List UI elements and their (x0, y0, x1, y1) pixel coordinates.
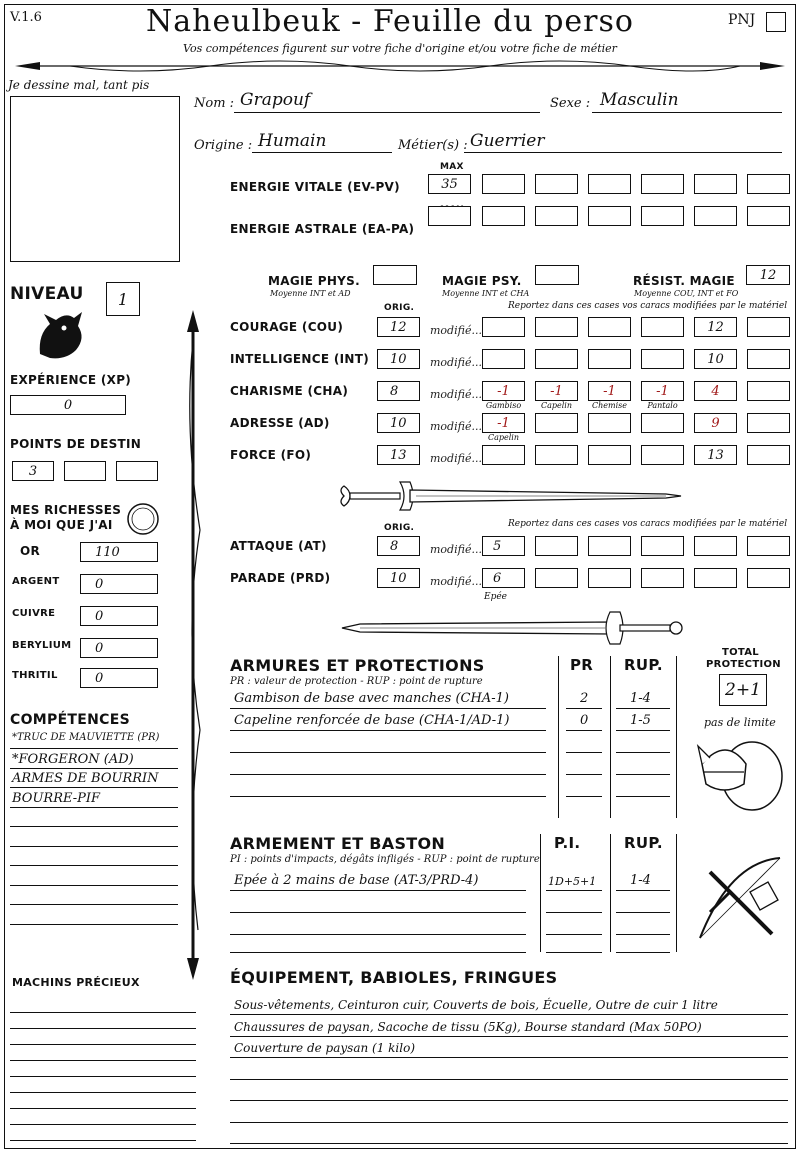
carac-mod-cell[interactable] (588, 413, 631, 433)
carac-mod-cell[interactable]: 13 (694, 445, 737, 465)
competences-label: COMPÉTENCES (10, 712, 130, 728)
ev-cell-7[interactable] (747, 174, 790, 194)
armure-rup-line (616, 774, 670, 775)
page-subtitle: Vos compétences figurent sur votre fiche d'origine et/ou votre fiche de métier (183, 42, 617, 55)
carac-label: ADRESSE (AD) (230, 416, 330, 430)
ev-cell-2[interactable] (482, 174, 525, 194)
resist-magie-label: RÉSIST. MAGIE (633, 274, 735, 288)
arme-name[interactable]: Epée à 2 mains de base (AT-3/PRD-4) (234, 873, 479, 888)
armures-divider-1 (558, 656, 559, 818)
pnj-label: PNJ (728, 12, 756, 28)
competence-item[interactable]: *TRUC DE MAUVIETTE (PR) (12, 732, 160, 743)
ev-cell-6[interactable] (694, 174, 737, 194)
sword-2-icon (340, 608, 690, 648)
richesse-label: OR (20, 544, 41, 558)
portrait-box[interactable] (10, 96, 180, 262)
combat-label: ATTAQUE (AT) (230, 539, 327, 553)
armement-divider-2 (610, 834, 611, 952)
richesse-label: BERYLIUM (12, 640, 72, 651)
nom-value[interactable]: Grapouf (240, 90, 311, 110)
machin-line (10, 1044, 196, 1045)
total-protection-box[interactable]: 2+1 (719, 674, 767, 706)
ev-cell-5[interactable] (641, 174, 684, 194)
xp-box[interactable]: 0 (10, 395, 126, 415)
carac-mod-cell[interactable] (747, 349, 790, 369)
ev-max-label: MAX (440, 162, 464, 172)
richesse-label: CUIVRE (12, 608, 56, 619)
carac-orig[interactable]: 13 (377, 445, 420, 465)
arme-pi-line (546, 912, 602, 913)
armure-pr-line (566, 796, 602, 797)
arme-rup-line (616, 952, 670, 953)
carac-mod-cell[interactable] (588, 349, 631, 369)
carac-orig[interactable]: 10 (377, 413, 420, 433)
carac-mod-cell[interactable]: 10 (694, 349, 737, 369)
metier-label: Métier(s) : (398, 138, 468, 153)
destin-label: POINTS DE DESTIN (10, 437, 142, 451)
destin-box-2[interactable] (64, 461, 106, 481)
limit-note: pas de limite (704, 716, 776, 729)
xp-label: EXPÉRIENCE (XP) (10, 373, 132, 387)
carac-modifie: modifié... (430, 356, 482, 369)
combat-modifie: modifié... (430, 543, 482, 556)
resist-magie-box[interactable]: 12 (746, 265, 790, 285)
competence-line (10, 865, 178, 866)
machin-line (10, 1028, 196, 1029)
combat-mod-cell[interactable] (535, 568, 578, 588)
sexe-label: Sexe : (550, 96, 591, 111)
total-protection-label-2: PROTECTION (706, 659, 781, 670)
richesse-value[interactable]: 0 (80, 606, 158, 626)
magie-phys-note: Moyenne INT et AD (270, 289, 351, 298)
arme-pi-line (546, 890, 602, 891)
combat-mod-cell[interactable] (694, 536, 737, 556)
combat-mod-cell[interactable] (747, 568, 790, 588)
equipement-line (230, 1014, 788, 1015)
armure-pr-line (566, 730, 602, 731)
sexe-line (592, 112, 782, 113)
origine-value[interactable]: Humain (258, 131, 327, 151)
niveau-label: NIVEAU (10, 284, 84, 304)
armures-col-pr: PR (570, 656, 594, 674)
richesse-label: THRITIL (12, 670, 58, 681)
sexe-value[interactable]: Masculin (600, 90, 679, 110)
carac-mod-cell[interactable] (535, 445, 578, 465)
sword-icon (336, 476, 686, 516)
niveau-box[interactable]: 1 (106, 282, 140, 316)
total-protection-label-1: TOTAL (722, 647, 759, 658)
carac-mod-source: Pantalo (647, 401, 678, 410)
carac-mod-cell[interactable] (535, 413, 578, 433)
destin-box-1[interactable]: 3 (12, 461, 54, 481)
combat-mod-cell[interactable] (641, 536, 684, 556)
carac-label: COURAGE (COU) (230, 320, 344, 334)
competence-line (10, 768, 178, 769)
combat-mod-cell[interactable]: 6 (482, 568, 525, 588)
armures-divider-3 (676, 656, 677, 818)
armement-title: ARMEMENT ET BASTON (230, 834, 446, 853)
machin-line (10, 1108, 196, 1109)
richesses-label-1: MES RICHESSES (10, 503, 122, 517)
carac-orig[interactable]: 10 (377, 349, 420, 369)
carac-mod-cell[interactable] (588, 317, 631, 337)
armement-divider-1 (540, 834, 541, 952)
metier-line (464, 152, 782, 153)
armure-rup-line (616, 796, 670, 797)
carac-mod-cell[interactable]: 9 (694, 413, 737, 433)
magie-phys-box[interactable] (373, 265, 417, 285)
carac-modifie: modifié... (430, 324, 482, 337)
carac-modifie: modifié... (430, 452, 482, 465)
carac-mod-cell[interactable]: 12 (694, 317, 737, 337)
richesse-value[interactable]: 0 (80, 638, 158, 658)
armure-line (230, 752, 546, 753)
magie-psy-label: MAGIE PSY. (442, 274, 522, 288)
carac-label: FORCE (FO) (230, 448, 312, 462)
carac-mod-source: Capelin (540, 401, 572, 410)
carac-orig[interactable]: 8 (377, 381, 420, 401)
carac-mod-cell[interactable]: 4 (694, 381, 737, 401)
machin-line (10, 1140, 196, 1141)
equipement-item[interactable]: Sous-vêtements, Ceinturon cuir, Couverts de bois, Écuelle, Outre de cuir 1 litre (234, 998, 718, 1012)
armure-pr-line (566, 708, 602, 709)
equipement-line (230, 1143, 788, 1144)
carac-modifie: modifié... (430, 388, 482, 401)
carac-mod-cell[interactable] (482, 317, 525, 337)
armure-rup[interactable]: 1-5 (630, 713, 651, 728)
portrait-caption: Je dessine mal, tant pis (8, 78, 150, 92)
combat-label: PARADE (PRD) (230, 571, 331, 585)
arme-line (230, 952, 526, 953)
carac-mod-source: Capelin (487, 433, 519, 442)
combat-mod-cell[interactable] (588, 536, 631, 556)
ev-cell-3[interactable] (535, 174, 578, 194)
magie-psy-note: Moyenne INT et CHA (442, 289, 530, 298)
destin-box-3[interactable] (116, 461, 158, 481)
arme-line (230, 912, 526, 913)
carac-mod-cell[interactable] (482, 445, 525, 465)
carac-mod-cell[interactable] (535, 349, 578, 369)
competence-item[interactable]: BOURRE-PIF (12, 790, 101, 806)
arme-pi-line (546, 952, 602, 953)
carac-mod-cell[interactable]: -1 (641, 381, 684, 401)
nom-label: Nom : (194, 96, 235, 111)
competence-line (10, 748, 178, 749)
carac-mod-cell[interactable] (641, 413, 684, 433)
armure-name[interactable]: Capeline renforcée de base (CHA-1/AD-1) (234, 713, 510, 728)
competence-line (10, 787, 178, 788)
metier-value[interactable]: Guerrier (470, 131, 545, 151)
caracs-note: Reportez dans ces cases vos caracs modifiées par le matériel (508, 301, 788, 311)
machin-line (10, 1076, 196, 1077)
arme-pi[interactable]: 1D+5+1 (548, 875, 597, 888)
carac-label: CHARISME (CHA) (230, 384, 349, 398)
richesse-label: ARGENT (12, 576, 60, 587)
richesse-value[interactable]: 0 (80, 574, 158, 594)
header-ornament (10, 56, 790, 76)
armure-rup-line (616, 708, 670, 709)
carac-mod-cell[interactable] (641, 445, 684, 465)
machin-line (10, 1012, 196, 1013)
version: V.1.6 (10, 10, 42, 25)
competence-line (10, 924, 178, 925)
combat-mod-cell[interactable] (588, 568, 631, 588)
competence-line (10, 846, 178, 847)
armures-title: ARMURES ET PROTECTIONS (230, 656, 485, 675)
ev-cell-1[interactable]: 35 (428, 174, 471, 194)
carac-mod-cell[interactable] (747, 381, 790, 401)
coin-icon (126, 502, 160, 536)
carac-mod-source: Gambiso (485, 401, 522, 410)
ea-cell-2[interactable] (482, 206, 525, 226)
carac-mod-cell[interactable] (482, 349, 525, 369)
caracs-orig-label: ORIG. (384, 303, 415, 313)
ea-cell-1[interactable] (428, 206, 471, 226)
carac-mod-cell[interactable] (641, 317, 684, 337)
armure-pr-line (566, 752, 602, 753)
combat-orig[interactable]: 8 (377, 536, 420, 556)
combat-orig-label: ORIG. (384, 523, 415, 533)
equipement-item[interactable]: Couverture de paysan (1 kilo) (234, 1041, 416, 1055)
equipement-line (230, 1122, 788, 1123)
richesse-value[interactable]: 0 (80, 668, 158, 688)
arme-rup-line (616, 890, 670, 891)
combat-mod-cell[interactable] (535, 536, 578, 556)
spear-icon (180, 310, 206, 980)
ea-cell-7[interactable] (747, 206, 790, 226)
ea-label: ENERGIE ASTRALE (EA-PA) (230, 222, 415, 236)
equipement-item[interactable]: Chaussures de paysan, Sacoche de tissu (5Kg), Bourse standard (Max 50PO) (234, 1019, 702, 1034)
origine-label: Origine : (194, 138, 253, 153)
armure-rup-line (616, 730, 670, 731)
page-title: Naheulbeuk - Feuille du perso (146, 4, 634, 39)
combat-mod-cell[interactable] (641, 568, 684, 588)
resist-magie-note: Moyenne COU, INT et FO (634, 289, 739, 298)
ev-label: ENERGIE VITALE (EV-PV) (230, 180, 400, 194)
armement-col-pi: P.I. (554, 834, 581, 852)
combat-mod-cell[interactable] (694, 568, 737, 588)
armure-line (230, 708, 546, 709)
ea-cell-3[interactable] (535, 206, 578, 226)
magie-phys-label: MAGIE PHYS. (268, 274, 360, 288)
armure-line (230, 796, 546, 797)
equipement-line (230, 1079, 788, 1080)
equipement-line (230, 1036, 788, 1037)
armure-pr[interactable]: 2 (580, 691, 589, 706)
competence-line (10, 807, 178, 808)
arme-line (230, 890, 526, 891)
competence-line (10, 904, 178, 905)
equipement-line (230, 1100, 788, 1101)
arme-line (230, 934, 526, 935)
richesses-label-2: À MOI QUE J'AI (10, 518, 113, 532)
machin-line (10, 1124, 196, 1125)
origine-line (252, 152, 392, 153)
ev-cell-4[interactable] (588, 174, 631, 194)
pnj-checkbox[interactable] (766, 12, 786, 32)
arme-rup[interactable]: 1-4 (630, 873, 651, 888)
armure-line (230, 730, 546, 731)
carac-orig[interactable]: 12 (377, 317, 420, 337)
carac-label: INTELLIGENCE (INT) (230, 352, 369, 366)
combat-mod-cell[interactable]: 5 (482, 536, 525, 556)
armure-pr-line (566, 774, 602, 775)
carac-mod-cell[interactable]: -1 (482, 381, 525, 401)
carac-mod-cell[interactable]: -1 (482, 413, 525, 433)
armure-name[interactable]: Gambison de base avec manches (CHA-1) (234, 691, 509, 706)
armure-rup-line (616, 752, 670, 753)
equipement-title: ÉQUIPEMENT, BABIOLES, FRINGUES (230, 968, 558, 987)
richesse-value[interactable]: 110 (80, 542, 158, 562)
arme-rup-line (616, 912, 670, 913)
combat-note: Reportez dans ces cases vos caracs modifiées par le matériel (508, 519, 788, 529)
helmet-shield-icon (696, 730, 786, 814)
machins-label: MACHINS PRÉCIEUX (12, 976, 140, 989)
machin-line (10, 1092, 196, 1093)
armures-col-rup: RUP. (624, 656, 663, 674)
competence-line (10, 826, 178, 827)
weapon-caption: Epée (484, 592, 507, 602)
carac-mod-source: Chemise (592, 401, 627, 410)
armures-divider-2 (610, 656, 611, 818)
armement-col-rup: RUP. (624, 834, 663, 852)
competence-item[interactable]: *FORGERON (AD) (12, 751, 134, 767)
combat-orig[interactable]: 10 (377, 568, 420, 588)
carac-mod-cell[interactable]: -1 (535, 381, 578, 401)
ea-cell-5[interactable] (641, 206, 684, 226)
combat-mod-cell[interactable] (747, 536, 790, 556)
ea-cell-6[interactable] (694, 206, 737, 226)
armure-line (230, 774, 546, 775)
dragon-icon (30, 304, 90, 364)
carac-mod-cell[interactable] (588, 445, 631, 465)
nom-line (234, 112, 540, 113)
armure-pr[interactable]: 0 (580, 713, 589, 728)
armement-divider-3 (676, 834, 677, 952)
arme-pi-line (546, 934, 602, 935)
machin-line (10, 1060, 196, 1061)
combat-modifie: modifié... (430, 575, 482, 588)
ea-cell-4[interactable] (588, 206, 631, 226)
weapons-icon (690, 852, 790, 948)
competence-item[interactable]: ARMES DE BOURRIN (12, 771, 159, 786)
carac-mod-cell[interactable] (747, 445, 790, 465)
arme-rup-line (616, 934, 670, 935)
carac-mod-cell[interactable] (535, 317, 578, 337)
carac-modifie: modifié... (430, 420, 482, 433)
carac-mod-cell[interactable] (747, 317, 790, 337)
competence-line (10, 885, 178, 886)
carac-mod-cell[interactable] (747, 413, 790, 433)
armement-note: PI : points d'impacts, dégâts infligés - RUP : point de rupture (230, 854, 540, 865)
carac-mod-cell[interactable] (641, 349, 684, 369)
carac-mod-cell[interactable]: -1 (588, 381, 631, 401)
armure-rup[interactable]: 1-4 (630, 691, 651, 706)
magie-psy-box[interactable] (535, 265, 579, 285)
equipement-line (230, 1057, 788, 1058)
armures-note: PR : valeur de protection - RUP : point de rupture (230, 676, 483, 687)
